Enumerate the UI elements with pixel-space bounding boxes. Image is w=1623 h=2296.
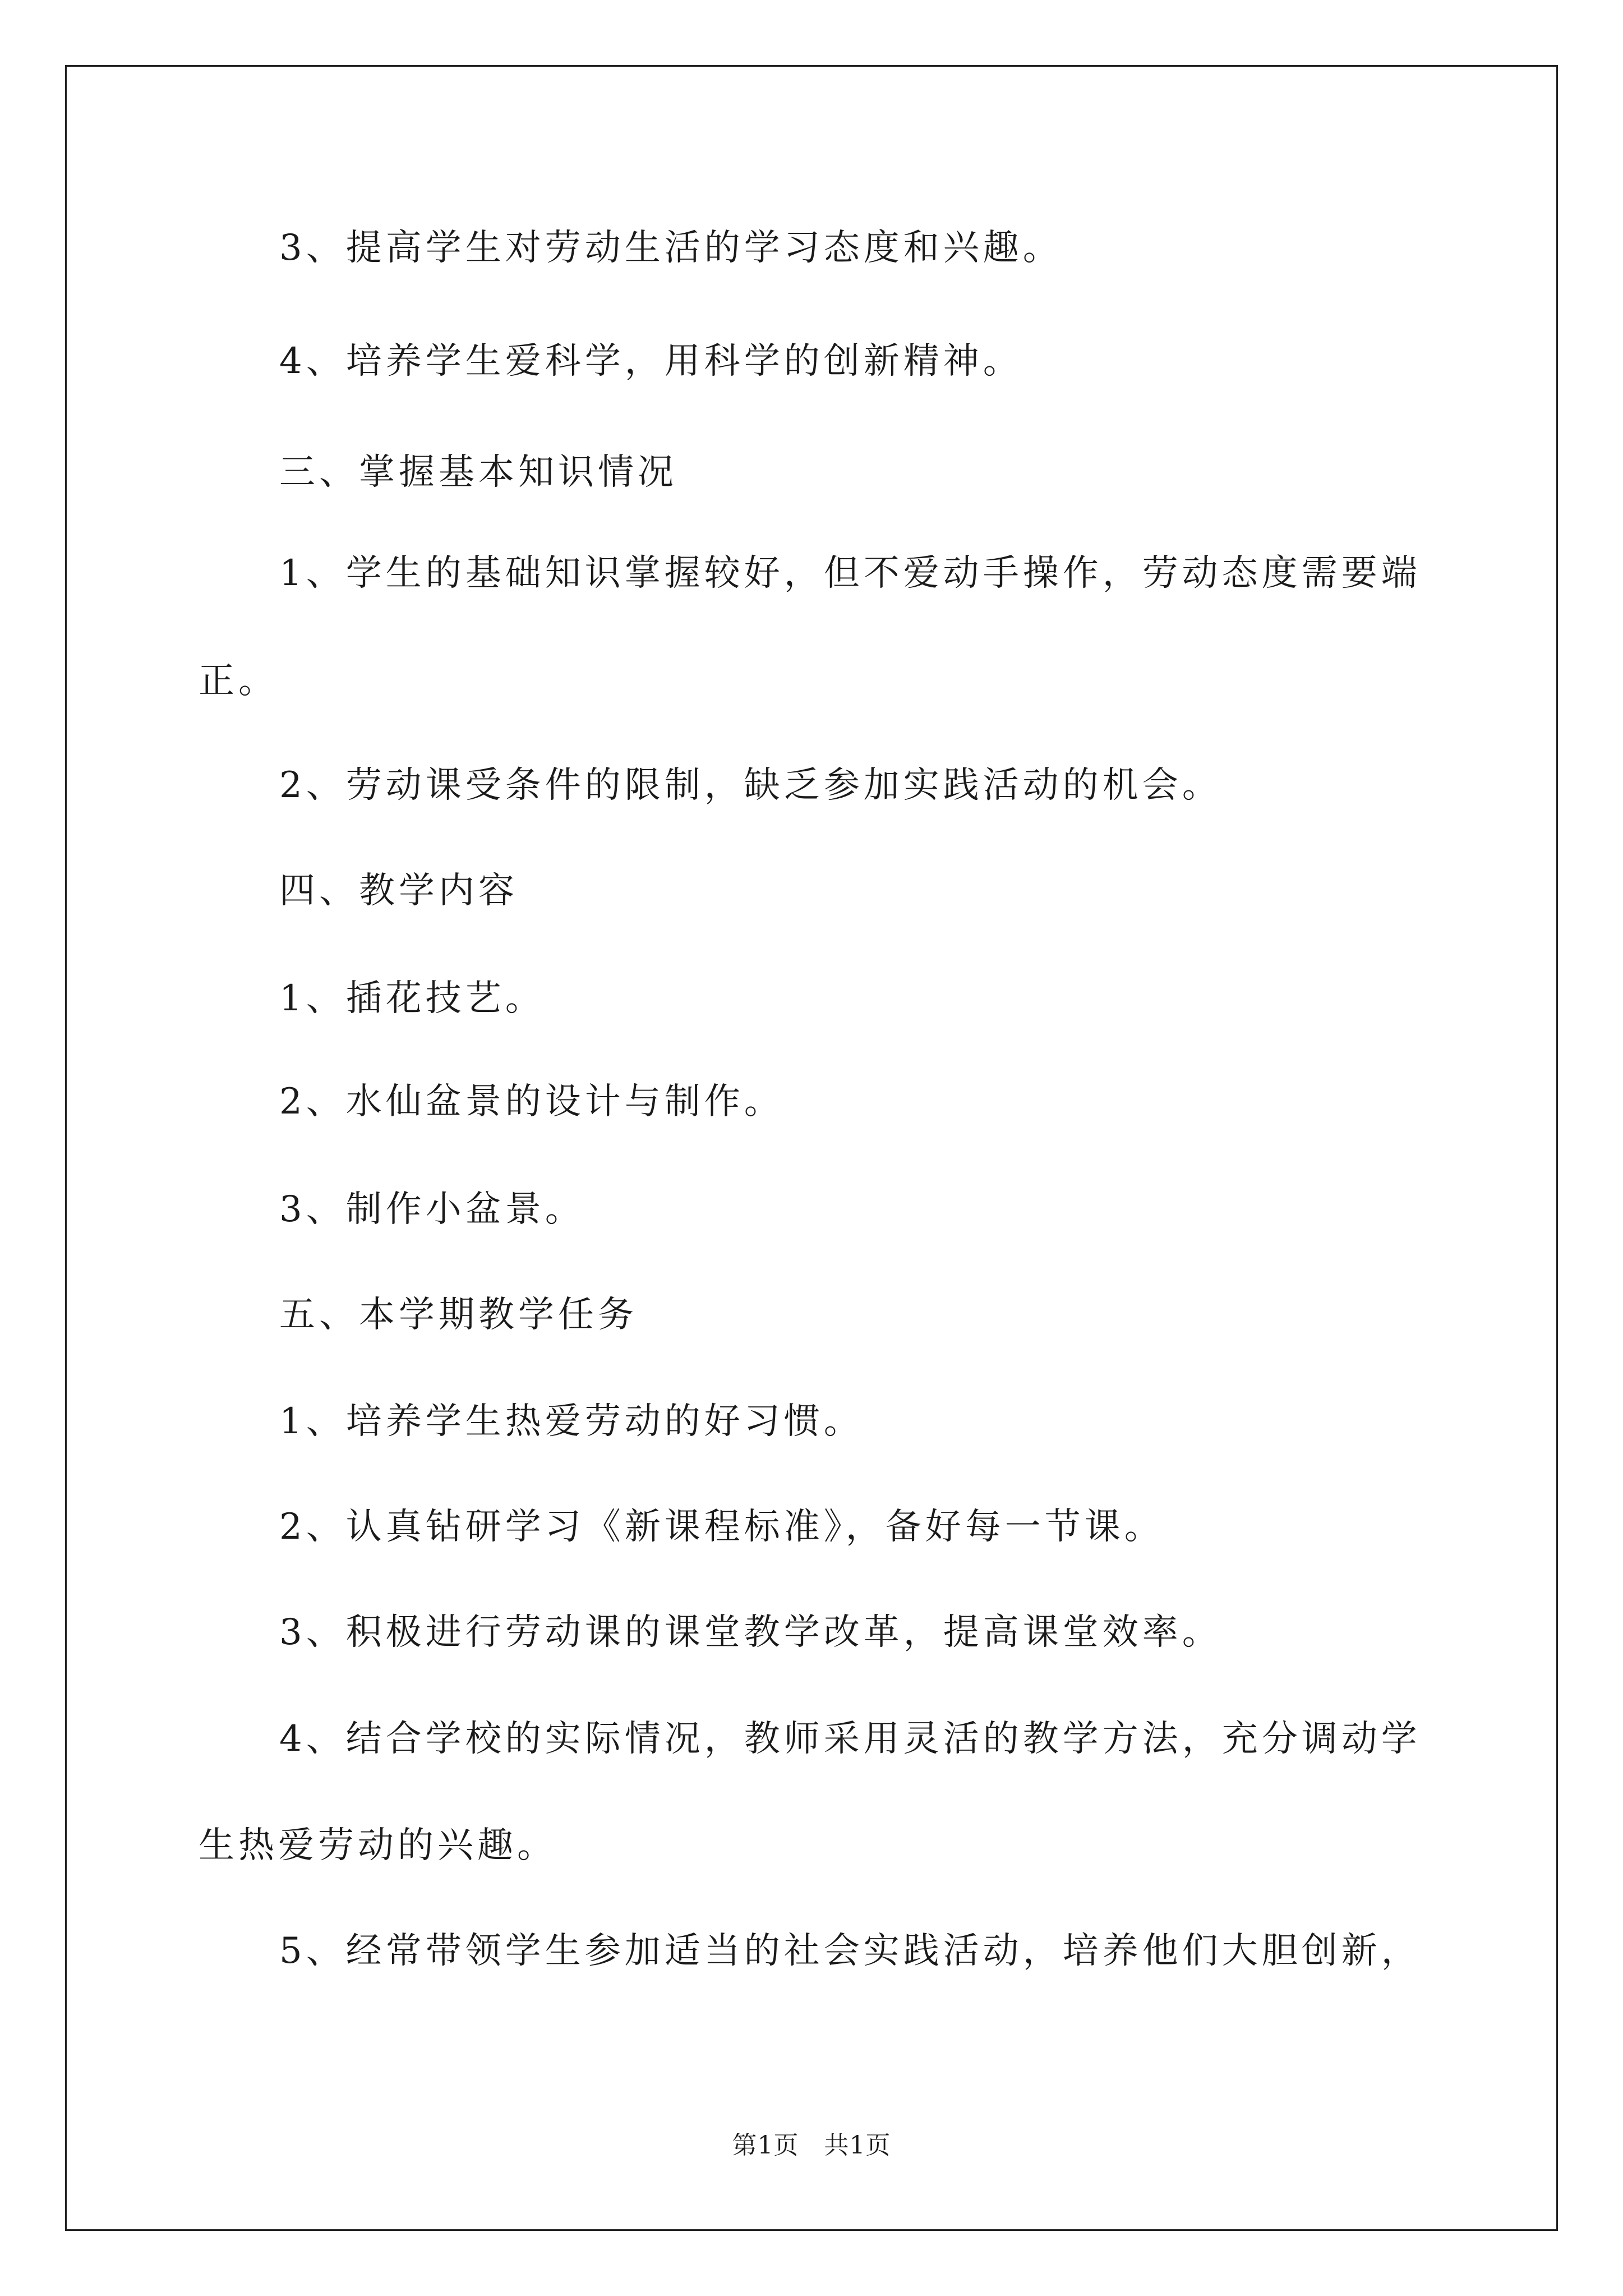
paragraph-line: 1、培养学生热爱劳动的好习惯。 <box>279 1401 864 1442</box>
paragraph-line: 4、培养学生爱科学，用科学的创新精神。 <box>279 341 1023 382</box>
paragraph-line: 1、插花技艺。 <box>279 978 545 1019</box>
paragraph-line: 1、学生的基础知识掌握较好，但不爱动手操作，劳动态度需要端 <box>279 553 1421 594</box>
section-heading: 五、本学期教学任务 <box>279 1294 638 1336</box>
paragraph-line: 2、认真钻研学习《新课程标准》，备好每一节课。 <box>279 1506 1164 1548</box>
paragraph-line: 生热爱劳动的兴趣。 <box>199 1825 557 1866</box>
section-heading: 四、教学内容 <box>279 870 518 912</box>
paragraph-line: 正。 <box>199 660 278 702</box>
paragraph-line: 3、制作小盆景。 <box>279 1189 585 1230</box>
page-footer: 第1页 共1页 <box>732 2131 891 2160</box>
paragraph-line: 3、提高学生对劳动生活的学习态度和兴趣。 <box>279 227 1063 269</box>
paragraph-line: 3、积极进行劳动课的课堂教学改革，提高课堂效率。 <box>279 1612 1222 1653</box>
paragraph-line: 2、劳动课受条件的限制，缺乏参加实践活动的机会。 <box>279 765 1222 806</box>
paragraph-line: 4、结合学校的实际情况，教师采用灵活的教学方法，充分调动学 <box>279 1718 1421 1760</box>
paragraph-line: 2、水仙盆景的设计与制作。 <box>279 1081 784 1122</box>
paragraph-line: 5、经常带领学生参加适当的社会实践活动，培养他们大胆创新， <box>279 1930 1421 1972</box>
section-heading: 三、掌握基本知识情况 <box>279 452 677 493</box>
